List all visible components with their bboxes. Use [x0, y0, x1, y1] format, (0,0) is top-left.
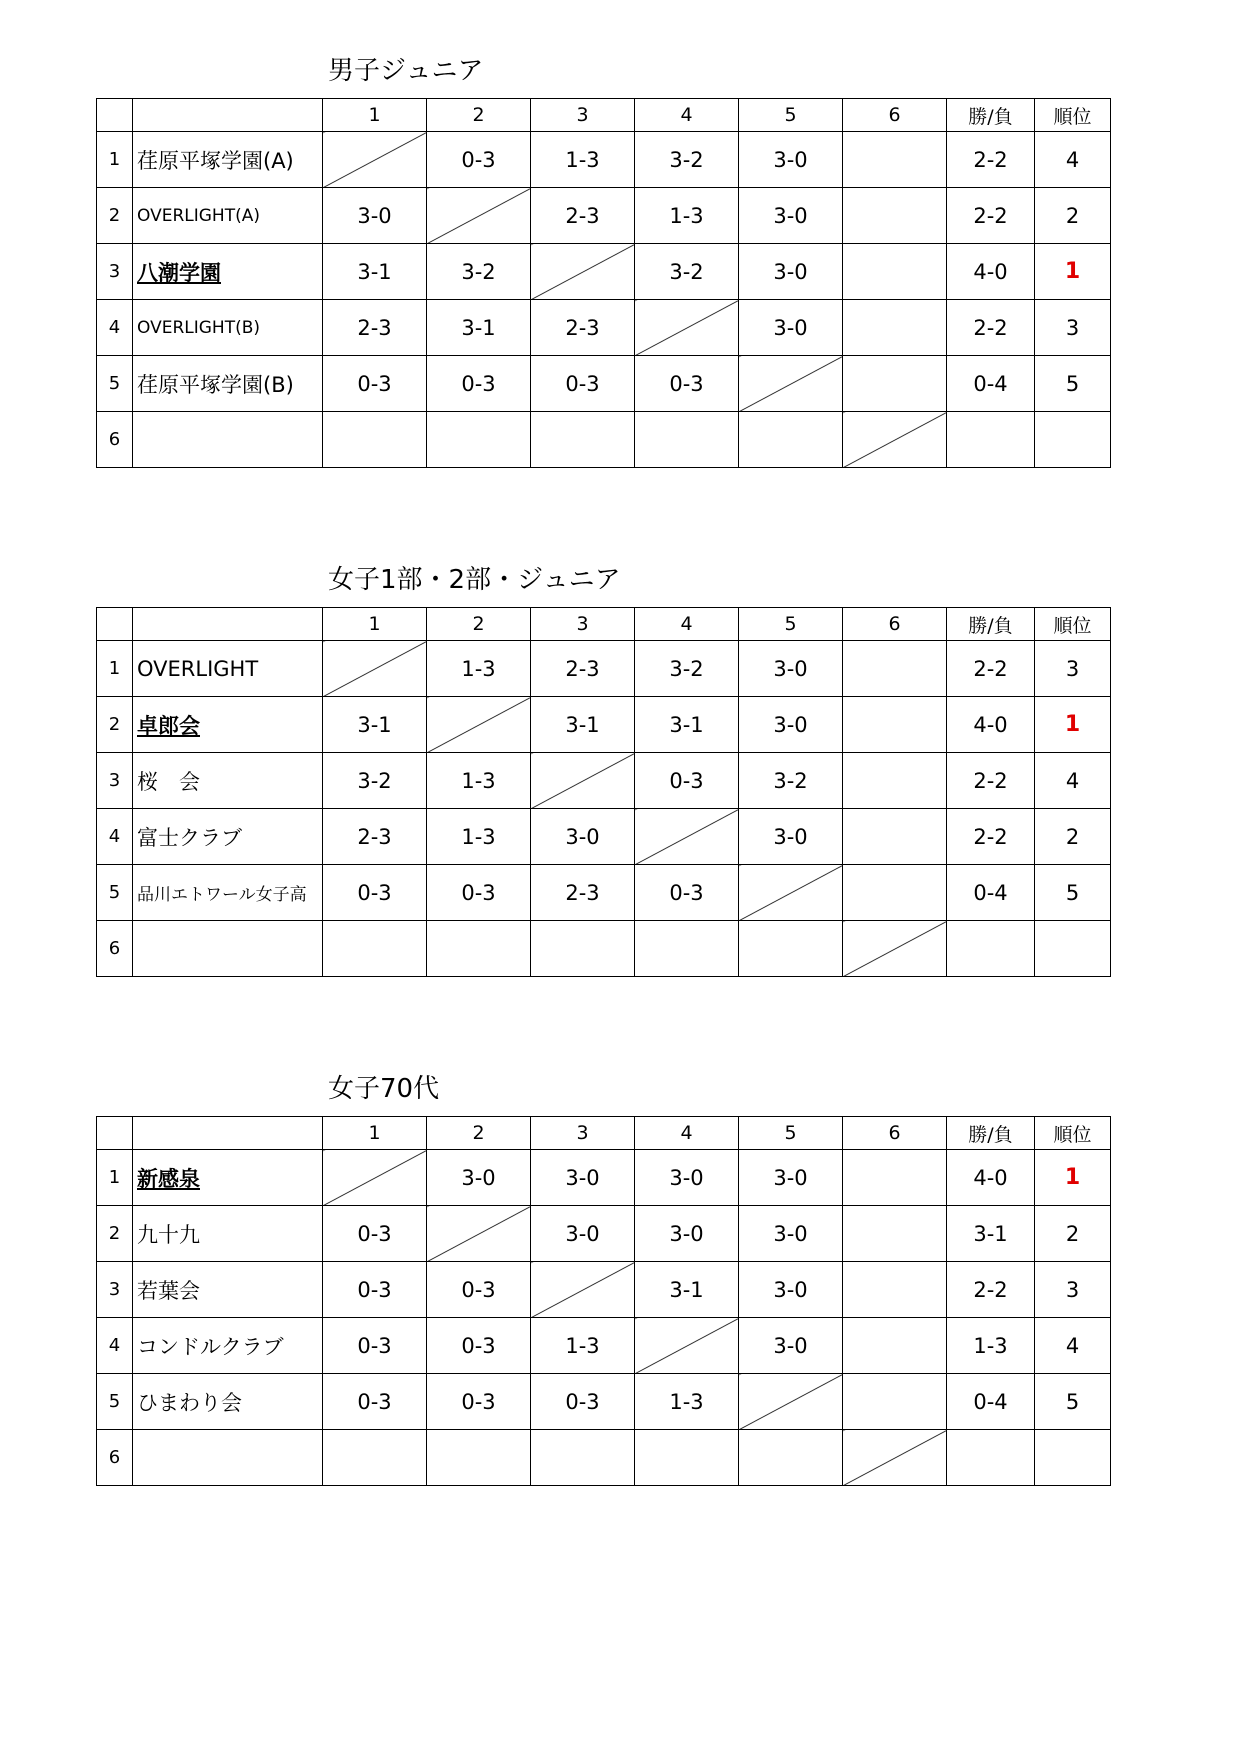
record-cell [947, 921, 1035, 977]
score-cell: 3-0 [635, 1150, 739, 1206]
table-row [97, 809, 1111, 865]
rank-cell: 5 [1035, 356, 1111, 412]
score-cell [427, 1430, 531, 1486]
score-cell [843, 697, 947, 753]
rank-cell: 3 [1035, 1262, 1111, 1318]
score-cell [323, 412, 427, 468]
score-cell [843, 1318, 947, 1374]
opponent-header-2: 2 [427, 608, 531, 641]
table-row [97, 244, 1111, 300]
score-cell [843, 356, 947, 412]
record-cell: 2-2 [947, 753, 1035, 809]
score-cell: 3-2 [739, 753, 843, 809]
score-cell: 0-3 [427, 1262, 531, 1318]
row-number: 5 [97, 1374, 133, 1430]
record-cell: 0-4 [947, 865, 1035, 921]
team-name: 荏原平塚学園(A) [133, 132, 323, 188]
record-cell: 2-2 [947, 1262, 1035, 1318]
diagonal-cell [843, 1430, 947, 1486]
score-cell: 3-0 [739, 188, 843, 244]
diagonal-cell [739, 865, 843, 921]
diagonal-cell [323, 641, 427, 697]
opponent-header-1: 1 [323, 99, 427, 132]
score-cell [843, 132, 947, 188]
team-name: OVERLIGHT [133, 641, 323, 697]
team-name: OVERLIGHT(A) [133, 188, 323, 244]
score-cell: 0-3 [531, 356, 635, 412]
score-cell: 3-0 [427, 1150, 531, 1206]
score-cell [427, 921, 531, 977]
opponent-header-4: 4 [635, 1117, 739, 1150]
score-cell: 3-0 [739, 1262, 843, 1318]
score-cell: 3-0 [739, 697, 843, 753]
score-cell [531, 1430, 635, 1486]
score-cell: 0-3 [635, 865, 739, 921]
score-cell [843, 809, 947, 865]
score-cell: 2-3 [531, 641, 635, 697]
table-row [97, 188, 1111, 244]
score-cell: 1-3 [531, 1318, 635, 1374]
diagonal-cell [739, 356, 843, 412]
row-number: 6 [97, 921, 133, 977]
score-cell: 3-0 [739, 641, 843, 697]
score-cell: 3-1 [531, 697, 635, 753]
record-cell [947, 412, 1035, 468]
rank-cell: 5 [1035, 865, 1111, 921]
diagonal-cell [427, 1206, 531, 1262]
score-cell [843, 1206, 947, 1262]
team-header-cell [133, 99, 323, 132]
rank-cell: 2 [1035, 188, 1111, 244]
score-cell: 3-1 [635, 697, 739, 753]
rank-cell: 1 [1035, 244, 1111, 300]
score-cell: 2-3 [323, 809, 427, 865]
diagonal-cell [635, 300, 739, 356]
score-cell [427, 412, 531, 468]
rank-cell: 5 [1035, 1374, 1111, 1430]
row-number: 5 [97, 865, 133, 921]
score-cell: 1-3 [531, 132, 635, 188]
score-cell: 3-1 [323, 244, 427, 300]
score-cell: 0-3 [427, 1318, 531, 1374]
team-name [133, 412, 323, 468]
row-number: 6 [97, 412, 133, 468]
score-cell [739, 412, 843, 468]
record-header: 勝/負 [947, 1117, 1035, 1150]
score-cell [843, 1262, 947, 1318]
team-name: 富士クラブ [133, 809, 323, 865]
score-cell [843, 753, 947, 809]
score-cell: 3-0 [739, 1150, 843, 1206]
score-cell [843, 1150, 947, 1206]
rank-cell: 1 [1035, 1150, 1111, 1206]
table-row [97, 1262, 1111, 1318]
diagonal-cell [739, 1374, 843, 1430]
team-name: 品川エトワール女子高 [133, 865, 323, 921]
score-cell [739, 921, 843, 977]
score-cell: 2-3 [531, 865, 635, 921]
row-number: 3 [97, 753, 133, 809]
record-header: 勝/負 [947, 608, 1035, 641]
record-cell: 4-0 [947, 244, 1035, 300]
score-cell [531, 921, 635, 977]
team-name: 新感泉 [133, 1150, 323, 1206]
rank-cell: 2 [1035, 809, 1111, 865]
score-cell: 3-0 [531, 1206, 635, 1262]
score-cell [843, 641, 947, 697]
score-cell: 3-0 [739, 809, 843, 865]
rank-cell: 3 [1035, 641, 1111, 697]
row-number: 6 [97, 1430, 133, 1486]
diagonal-cell [635, 1318, 739, 1374]
header-row [97, 1117, 1111, 1150]
score-cell: 3-0 [531, 809, 635, 865]
score-cell: 2-3 [531, 300, 635, 356]
record-cell: 2-2 [947, 300, 1035, 356]
rank-cell: 4 [1035, 753, 1111, 809]
opponent-header-3: 3 [531, 1117, 635, 1150]
opponent-header-2: 2 [427, 1117, 531, 1150]
table-row [97, 300, 1111, 356]
score-cell: 3-1 [323, 697, 427, 753]
row-number: 2 [97, 697, 133, 753]
score-cell: 3-1 [635, 1262, 739, 1318]
record-cell: 4-0 [947, 697, 1035, 753]
team-name: OVERLIGHT(B) [133, 300, 323, 356]
score-cell: 0-3 [427, 356, 531, 412]
score-cell: 3-1 [427, 300, 531, 356]
score-cell: 2-3 [531, 188, 635, 244]
corner-cell [97, 99, 133, 132]
record-cell: 2-2 [947, 188, 1035, 244]
opponent-header-1: 1 [323, 1117, 427, 1150]
rank-header: 順位 [1035, 608, 1111, 641]
rank-cell: 3 [1035, 300, 1111, 356]
opponent-header-1: 1 [323, 608, 427, 641]
opponent-header-2: 2 [427, 99, 531, 132]
team-name: 八潮学園 [133, 244, 323, 300]
table-row [97, 921, 1111, 977]
score-cell: 3-0 [739, 1318, 843, 1374]
corner-cell [97, 1117, 133, 1150]
score-cell: 1-3 [635, 1374, 739, 1430]
table-row [97, 865, 1111, 921]
score-cell: 2-3 [323, 300, 427, 356]
score-cell [635, 412, 739, 468]
score-cell: 0-3 [323, 865, 427, 921]
score-cell: 3-2 [635, 132, 739, 188]
diagonal-cell [843, 921, 947, 977]
row-number: 2 [97, 1206, 133, 1262]
score-cell: 1-3 [635, 188, 739, 244]
table-row [97, 1374, 1111, 1430]
diagonal-cell [323, 1150, 427, 1206]
score-cell: 3-2 [427, 244, 531, 300]
score-cell: 3-0 [739, 300, 843, 356]
score-cell: 1-3 [427, 753, 531, 809]
score-cell [323, 921, 427, 977]
league-table [96, 607, 1111, 977]
record-cell: 2-2 [947, 641, 1035, 697]
table-row [97, 412, 1111, 468]
table-row [97, 1430, 1111, 1486]
team-header-cell [133, 1117, 323, 1150]
team-name: 卓郎会 [133, 697, 323, 753]
score-cell: 3-0 [739, 132, 843, 188]
row-number: 1 [97, 132, 133, 188]
table-row [97, 1318, 1111, 1374]
score-cell: 0-3 [635, 356, 739, 412]
opponent-header-3: 3 [531, 608, 635, 641]
score-cell [739, 1430, 843, 1486]
corner-cell [97, 608, 133, 641]
record-cell: 4-0 [947, 1150, 1035, 1206]
score-cell: 3-0 [635, 1206, 739, 1262]
score-cell: 0-3 [323, 1318, 427, 1374]
opponent-header-6: 6 [843, 608, 947, 641]
score-cell [843, 300, 947, 356]
header-row [97, 608, 1111, 641]
opponent-header-6: 6 [843, 99, 947, 132]
team-name: 若葉会 [133, 1262, 323, 1318]
league-table [96, 98, 1111, 468]
score-cell: 0-3 [323, 1374, 427, 1430]
row-number: 3 [97, 244, 133, 300]
diagonal-cell [323, 132, 427, 188]
rank-cell [1035, 412, 1111, 468]
score-cell: 0-3 [323, 1262, 427, 1318]
rank-cell: 1 [1035, 697, 1111, 753]
score-cell [843, 865, 947, 921]
diagonal-cell [843, 412, 947, 468]
team-name [133, 921, 323, 977]
team-header-cell [133, 608, 323, 641]
team-name: 荏原平塚学園(B) [133, 356, 323, 412]
score-cell [843, 1374, 947, 1430]
record-cell: 2-2 [947, 809, 1035, 865]
league-table [96, 1116, 1111, 1486]
score-cell: 3-2 [323, 753, 427, 809]
rank-cell [1035, 1430, 1111, 1486]
diagonal-cell [531, 1262, 635, 1318]
score-cell [635, 921, 739, 977]
score-cell: 0-3 [427, 1374, 531, 1430]
diagonal-cell [427, 697, 531, 753]
row-number: 4 [97, 300, 133, 356]
row-number: 5 [97, 356, 133, 412]
score-cell: 3-0 [739, 244, 843, 300]
opponent-header-5: 5 [739, 1117, 843, 1150]
team-name [133, 1430, 323, 1486]
team-name: 桜 会 [133, 753, 323, 809]
diagonal-cell [531, 244, 635, 300]
record-cell: 0-4 [947, 1374, 1035, 1430]
score-cell: 3-2 [635, 641, 739, 697]
score-cell [635, 1430, 739, 1486]
row-number: 3 [97, 1262, 133, 1318]
rank-cell [1035, 921, 1111, 977]
record-cell [947, 1430, 1035, 1486]
score-cell: 0-3 [427, 132, 531, 188]
score-cell: 3-0 [531, 1150, 635, 1206]
score-cell [843, 188, 947, 244]
row-number: 1 [97, 641, 133, 697]
table-row [97, 1150, 1111, 1206]
table-row [97, 753, 1111, 809]
record-cell: 1-3 [947, 1318, 1035, 1374]
score-cell [323, 1430, 427, 1486]
opponent-header-5: 5 [739, 99, 843, 132]
section-title: 女子1部・2部・ジュニア [328, 565, 621, 595]
row-number: 1 [97, 1150, 133, 1206]
score-cell: 0-3 [427, 865, 531, 921]
record-header: 勝/負 [947, 99, 1035, 132]
rank-cell: 4 [1035, 1318, 1111, 1374]
table-row [97, 641, 1111, 697]
record-cell: 3-1 [947, 1206, 1035, 1262]
score-cell: 0-3 [323, 1206, 427, 1262]
score-cell [843, 244, 947, 300]
section-title: 女子70代 [328, 1074, 440, 1104]
opponent-header-3: 3 [531, 99, 635, 132]
diagonal-cell [635, 809, 739, 865]
table-row [97, 697, 1111, 753]
record-cell: 2-2 [947, 132, 1035, 188]
header-row [97, 99, 1111, 132]
record-cell: 0-4 [947, 356, 1035, 412]
row-number: 4 [97, 1318, 133, 1374]
opponent-header-4: 4 [635, 99, 739, 132]
table-row [97, 356, 1111, 412]
team-name: 九十九 [133, 1206, 323, 1262]
score-cell: 3-2 [635, 244, 739, 300]
score-cell: 3-0 [323, 188, 427, 244]
score-cell: 3-0 [739, 1206, 843, 1262]
opponent-header-5: 5 [739, 608, 843, 641]
score-cell [531, 412, 635, 468]
row-number: 4 [97, 809, 133, 865]
row-number: 2 [97, 188, 133, 244]
rank-cell: 4 [1035, 132, 1111, 188]
score-cell: 1-3 [427, 641, 531, 697]
rank-header: 順位 [1035, 99, 1111, 132]
rank-cell: 2 [1035, 1206, 1111, 1262]
score-cell: 0-3 [635, 753, 739, 809]
opponent-header-6: 6 [843, 1117, 947, 1150]
table-row [97, 1206, 1111, 1262]
rank-header: 順位 [1035, 1117, 1111, 1150]
team-name: コンドルクラブ [133, 1318, 323, 1374]
table-row [97, 132, 1111, 188]
team-name: ひまわり会 [133, 1374, 323, 1430]
score-cell: 1-3 [427, 809, 531, 865]
opponent-header-4: 4 [635, 608, 739, 641]
score-cell: 0-3 [323, 356, 427, 412]
score-cell: 0-3 [531, 1374, 635, 1430]
section-title: 男子ジュニア [328, 56, 484, 86]
diagonal-cell [531, 753, 635, 809]
diagonal-cell [427, 188, 531, 244]
